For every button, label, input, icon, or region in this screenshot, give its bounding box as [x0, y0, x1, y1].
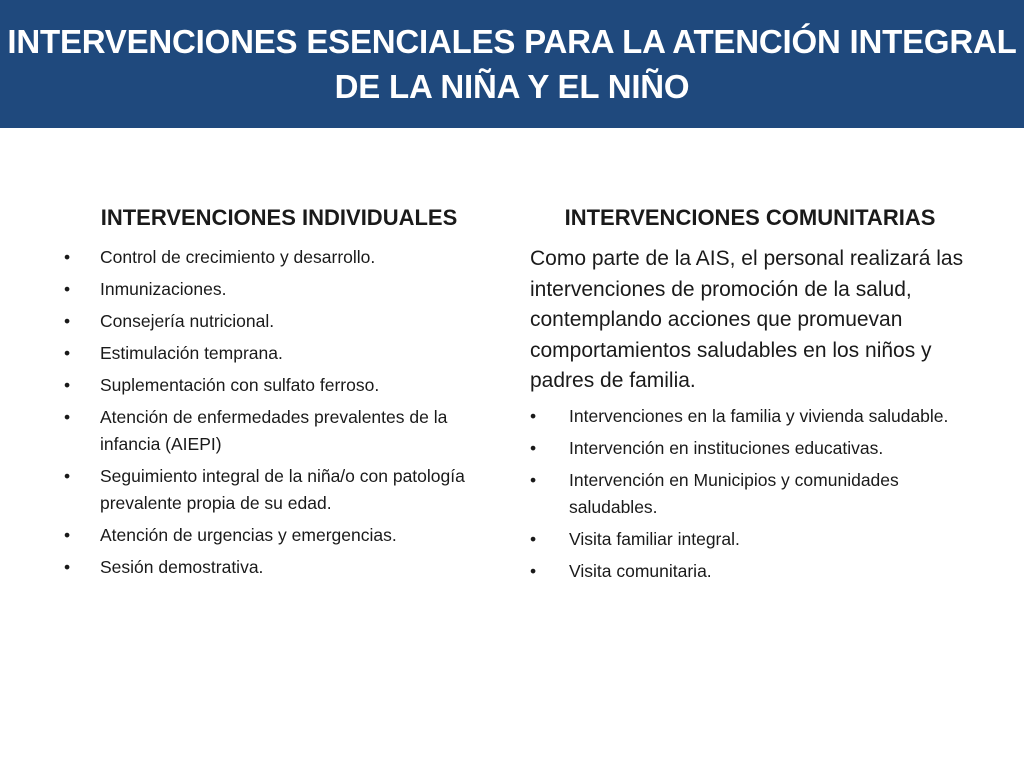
bullet-icon: •	[64, 407, 71, 427]
slide-title-line-1: INTERVENCIONES ESENCIALES PARA LA ATENCIÓN INTEGRAL	[7, 23, 1017, 60]
list-item-text: Intervención en Municipios y comunidades saludables.	[569, 469, 899, 517]
list-item-text: Atención de enfermedades prevalentes de la infancia (AIEPI)	[100, 407, 448, 454]
list-item	[530, 558, 970, 585]
bullet-icon: •	[64, 375, 71, 395]
list-item	[64, 404, 494, 458]
list-item	[530, 467, 970, 521]
list-item-text: Intervención en instituciones educativas.	[569, 437, 884, 458]
bullet-icon: •	[530, 469, 537, 490]
list-item-text: Atención de urgencias y emergencias.	[100, 525, 397, 545]
list-item-text: Control de crecimiento y desarrollo.	[100, 247, 376, 267]
individual-interventions-heading: INTERVENCIONES INDIVIDUALES	[100, 205, 458, 230]
list-item	[530, 435, 970, 462]
list-item	[64, 244, 494, 271]
bullet-icon: •	[64, 343, 71, 363]
bullet-icon: •	[530, 528, 537, 549]
list-item-text: Suplementación con sulfato ferroso.	[100, 375, 380, 395]
bullet-icon: •	[64, 247, 71, 267]
list-item	[64, 372, 494, 399]
bullet-icon: •	[530, 405, 537, 426]
community-interventions-column	[530, 204, 970, 590]
bullet-icon: •	[64, 279, 71, 299]
list-item-text: Seguimiento integral de la niña/o con patología prevalente propia de su edad.	[100, 466, 465, 513]
bullet-icon: •	[64, 466, 71, 486]
list-item-text: Consejería nutricional.	[100, 311, 275, 331]
list-item	[64, 463, 494, 517]
list-item-text: Visita familiar integral.	[569, 528, 740, 549]
list-item-text: Visita comunitaria.	[569, 560, 712, 581]
bullet-icon: •	[530, 560, 537, 581]
list-item-text: Estimulación temprana.	[100, 343, 283, 363]
title-bar	[0, 0, 1024, 128]
list-item-text: Sesión demostrativa.	[100, 557, 264, 577]
list-item	[64, 276, 494, 303]
slide-title-line-2: DE LA NIÑA Y EL NIÑO	[334, 68, 690, 105]
bullet-icon: •	[64, 525, 71, 545]
list-item	[64, 554, 494, 581]
list-item	[530, 403, 970, 430]
list-item-text: Intervenciones en la familia y vivienda saludable.	[569, 405, 949, 426]
individual-interventions-column	[64, 204, 494, 586]
list-item	[64, 522, 494, 549]
list-item	[64, 308, 494, 335]
bullet-icon: •	[64, 557, 71, 577]
bullet-icon: •	[530, 437, 537, 458]
community-interventions-intro: Como parte de la AIS, el personal realizará las intervenciones de promoción de la salud, contemplando acciones que promuevan comportamientos saludables en los niños y padres de familia.	[530, 247, 964, 392]
list-item	[64, 340, 494, 367]
slide-title	[7, 19, 1016, 109]
community-interventions-heading: INTERVENCIONES COMUNITARIAS	[564, 205, 936, 230]
community-interventions-list	[530, 403, 970, 585]
list-item-text: Inmunizaciones.	[100, 279, 227, 299]
list-item	[530, 526, 970, 553]
bullet-icon: •	[64, 311, 71, 331]
individual-interventions-list	[64, 244, 494, 581]
